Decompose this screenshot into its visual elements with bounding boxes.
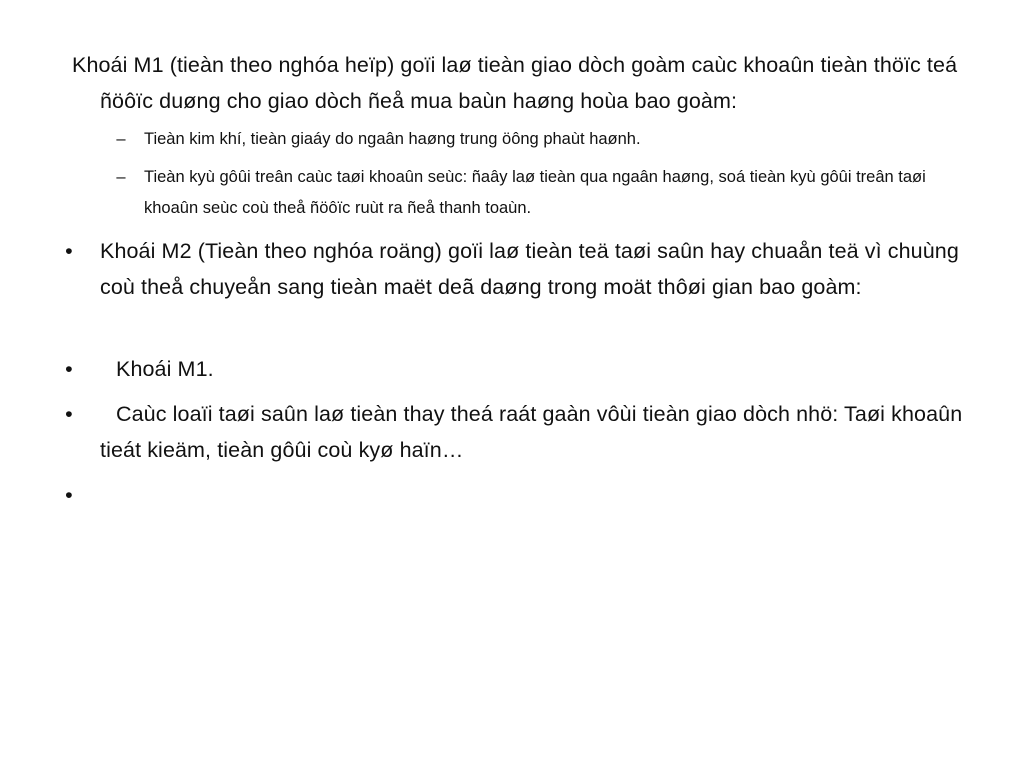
bullet-text: Khoái M1. [116, 357, 214, 381]
dash-marker: – [116, 130, 126, 148]
sub-bullet-text: Tieàn kim khí, tieàn giaáy do ngaân haøng trung öông phaùt haønh. [144, 130, 641, 148]
dash-marker: – [116, 168, 126, 186]
sub-bullet-text: Tieàn kyù gôûi treân caùc taøi khoaûn seùc: ñaây laø tieàn qua ngaân haøng, soá tieàn kyù gôûi treân taøi khoaûn seùc coù theå ñöôïc ruùt ra ñeå thanh toaùn. [144, 168, 926, 217]
bullet-cac-loai-tai-san [65, 396, 970, 468]
bullet-marker: • [65, 239, 73, 263]
sub-bullet-tien-kim-khi [116, 124, 944, 155]
bullet-marker: • [65, 357, 73, 381]
bullet-marker: • [65, 483, 73, 507]
paragraph-text: Khoái M1 (tieàn theo nghóa heïp) goïi laø tieàn giao dòch goàm caùc khoaûn tieàn thöïc teá ñöôïc duøng cho giao dòch ñeå mua baùn haøng hoùa bao goàm: [72, 53, 958, 113]
bullet-marker: • [65, 402, 73, 426]
paragraph-khoi-m1 [72, 47, 970, 119]
bullet-text: Caùc loaïi taøi saûn laø tieàn thay theá raát gaàn vôùi tieàn giao dòch nhö: Taøi khoaûn tieát kieäm, tieàn gôûi coù kyø haïn… [100, 402, 963, 462]
bullet-text: Khoái M2 (Tieàn theo nghóa roäng) goïi laø tieàn teä taøi saûn hay chuaån teä vì chuùng coù theå chuyeån sang tieàn maët deã daøng trong moät thôøi gian bao goàm: [100, 239, 959, 299]
bullet-khoi-m1 [65, 351, 970, 387]
sub-bullet-tien-ky-goi [116, 162, 944, 224]
bullet-khoi-m2 [65, 233, 970, 305]
